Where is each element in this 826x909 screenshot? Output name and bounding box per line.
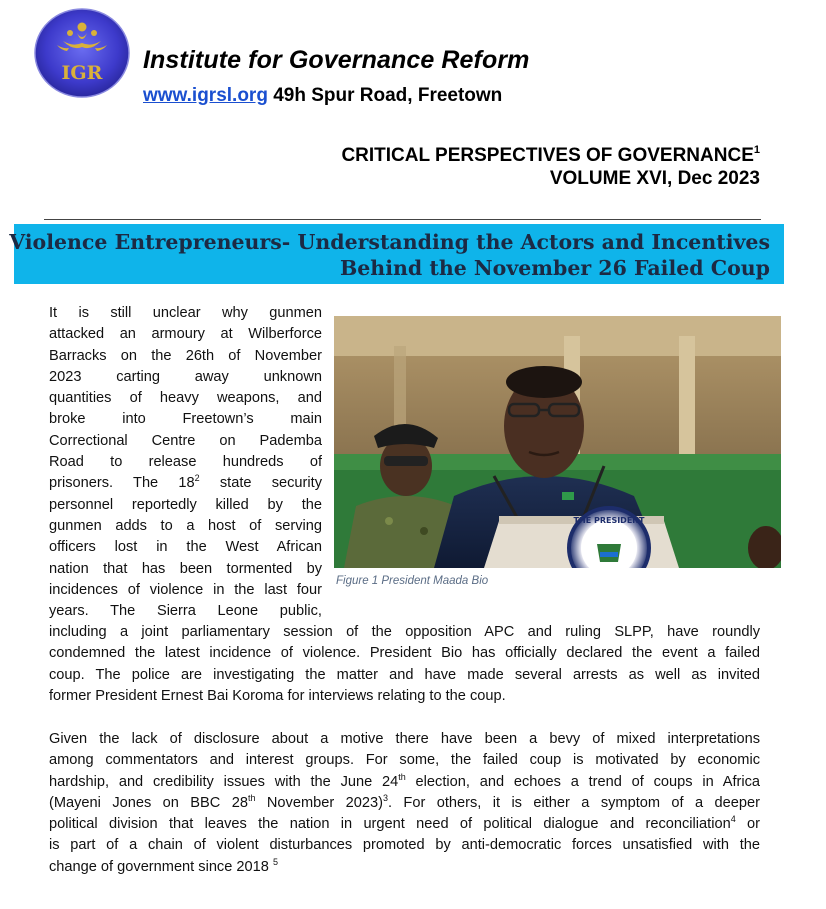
paragraph-2 bbox=[49, 729, 760, 878]
footnote-marker[interactable]: 2 bbox=[194, 473, 200, 484]
text-line: change of government since 2018 $^5$ bbox=[49, 856, 278, 875]
org-name: Institute for Governance Reform bbox=[143, 46, 530, 74]
text-line: quantities of heavy weapons, and bbox=[49, 390, 322, 407]
street-address: 49h Spur Road, Freetown bbox=[267, 85, 503, 106]
volume-label: VOLUME XVI, Dec 2023 bbox=[549, 168, 760, 189]
text-line: Barracks on the 26th of November bbox=[49, 347, 322, 364]
seal-text: THE PRESIDENT bbox=[573, 516, 645, 525]
text-line: prisoners. The 18$^2$ state security bbox=[49, 473, 322, 492]
igr-logo bbox=[33, 7, 131, 99]
text-line: gunmen adds to a host of serving bbox=[49, 517, 322, 534]
article-title-banner bbox=[9, 224, 784, 284]
text-line: hardship, and credibility issues with the June 24th election, and echoes a trend of coups in Africa bbox=[49, 771, 760, 790]
text-line: including a joint parliamentary session of the opposition APC and ruling SLPP, have roundly bbox=[49, 624, 760, 640]
text-line: incidences of violence in the last four bbox=[49, 581, 322, 598]
text-line: broke into Freetown’s main bbox=[49, 411, 322, 428]
text-line: officers lost in the West African bbox=[49, 539, 322, 556]
footnote-marker[interactable]: 4 bbox=[730, 814, 736, 825]
divider bbox=[44, 219, 761, 220]
text-line: political division that leaves the nation in urgent need of political dialogue and reconciliation$^4$ or bbox=[49, 814, 760, 833]
text-line: (Mayeni Jones on BBC 28th November 2023)$^3$. For others, it is either a symptom of a deeper bbox=[49, 792, 760, 811]
text-line: Given the lack of disclosure about a motive there have been a bevy of mixed interpretations bbox=[49, 731, 760, 747]
text-line: is part of a chain of violent disturbances promoted by anti-democratic forces unsatisfied with the bbox=[49, 837, 760, 854]
text-line: It is still unclear why gunmen bbox=[49, 305, 322, 321]
text-line: attacked an armoury at Wilberforce bbox=[49, 326, 322, 343]
text-line: 2023 carting away unknown bbox=[49, 368, 322, 385]
text-line: nation that has been tormented by bbox=[49, 560, 322, 577]
logo-text: IGR bbox=[61, 62, 103, 84]
text-line: Road to release hundreds of bbox=[49, 454, 322, 471]
org-address bbox=[143, 85, 502, 107]
footnote-marker[interactable]: 3 bbox=[382, 792, 388, 803]
article-title-line-1: Violence Entrepreneurs- Understanding the Actors and Incentives bbox=[9, 230, 770, 254]
article-title-line-2: Behind the November 26 Failed Coup bbox=[339, 256, 770, 280]
paragraph-1-column bbox=[49, 303, 322, 622]
text-line: personnel reportedly killed by the bbox=[49, 496, 322, 513]
text-line: years. The Sierra Leone public, bbox=[49, 603, 322, 620]
footnote-marker[interactable]: 1 bbox=[753, 144, 760, 156]
series-title: CRITICAL PERSPECTIVES OF GOVERNANCE$^1$ bbox=[341, 144, 760, 166]
text-line: Correctional Centre on Pademba bbox=[49, 432, 322, 449]
text-line: former President Ernest Bai Koroma for interviews relating to the coup. bbox=[49, 687, 506, 704]
website-link[interactable]: www.igrsl.org bbox=[143, 85, 268, 106]
footnote-marker[interactable]: 5 bbox=[272, 856, 278, 867]
figure-caption: Figure 1 President Maada Bio bbox=[336, 575, 489, 587]
president-photo bbox=[334, 316, 781, 568]
paragraph-1-continuation bbox=[49, 622, 760, 707]
text-line: condemned the latest incidence of violence. President Bio has officially declared the event a failed bbox=[49, 645, 760, 662]
text-line: among commentators and interest groups. For some, the failed coup is motivated by economic bbox=[49, 752, 760, 769]
text-line: coup. The police are investigating the matter and have made several arrests as well as invited bbox=[49, 666, 760, 683]
